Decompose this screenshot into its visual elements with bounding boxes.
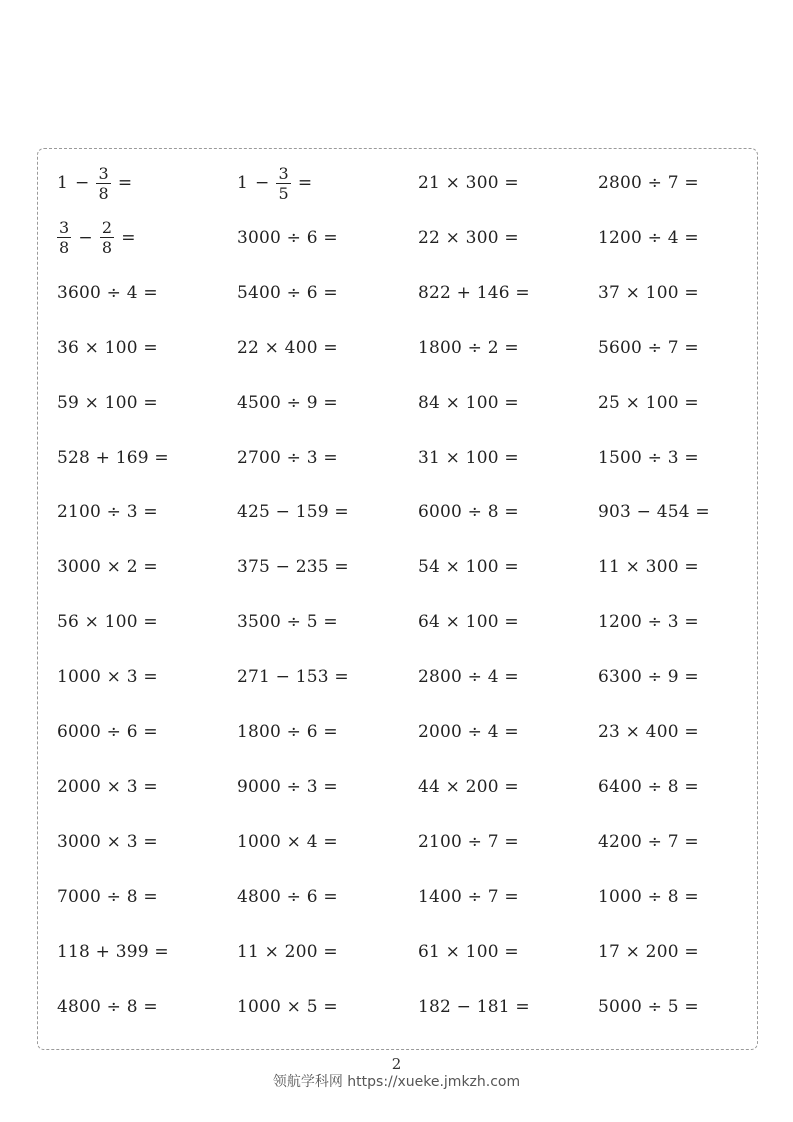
problem-row [38, 760, 757, 814]
problem-cell [237, 650, 349, 704]
problem-expression: 4200 ÷ 7 = [598, 831, 699, 852]
problem-equals: = [297, 173, 313, 193]
worksheet-box [37, 148, 758, 1050]
problem-cell [237, 431, 338, 485]
problem-expression: 2800 ÷ 7 = [598, 173, 699, 193]
problem-cell [598, 540, 699, 594]
problem-cell [418, 595, 519, 649]
problem-cell [237, 925, 338, 979]
problem-expression: 2800 ÷ 4 = [418, 667, 519, 688]
problem-cell [57, 815, 158, 869]
problem-equals: = [121, 227, 136, 248]
problem-expression: 4800 ÷ 6 = [237, 886, 338, 907]
fraction-numerator: 2 [101, 218, 113, 238]
problem-expression: 1000 × 3 = [57, 667, 158, 688]
problem-cell [598, 705, 699, 759]
problem-expression: 5400 ÷ 6 = [237, 282, 338, 303]
problem-cell [598, 980, 699, 1034]
problem-cell [57, 485, 158, 539]
problem-cell [418, 156, 519, 210]
problem-equals: = [117, 173, 133, 193]
problem-expression: 37 × 100 = [598, 282, 699, 303]
fraction [96, 165, 110, 202]
problem-expression: 1200 ÷ 4 = [598, 227, 699, 248]
problem-cell [418, 376, 519, 430]
problem-expression: 22 × 400 = [237, 337, 338, 358]
problem-cell [418, 266, 530, 320]
problem-cell [237, 376, 338, 430]
problem-expression: 6000 ÷ 6 = [57, 722, 158, 742]
problem-row [38, 980, 757, 1034]
problem-expression: 56 × 100 = [57, 612, 158, 633]
fraction [57, 219, 71, 256]
problem-expression: 31 × 100 = [418, 447, 519, 468]
problem-expression: 4800 ÷ 8 = [57, 996, 158, 1017]
problem-cell [57, 156, 139, 210]
problem-expression: 2000 ÷ 4 = [418, 722, 519, 742]
problem-cell [598, 376, 699, 430]
problem-cell [418, 705, 519, 759]
problem-expression: 11 × 200 = [237, 941, 338, 962]
problem-row [38, 815, 757, 869]
problem-cell [598, 321, 699, 375]
problem-expression: 1800 ÷ 6 = [237, 722, 338, 742]
problem-cell [418, 650, 519, 704]
problem-expression: 822 + 146 = [418, 282, 530, 303]
problem-cell [418, 485, 519, 539]
problem-expression: 61 × 100 = [418, 941, 519, 962]
problem-cell [57, 321, 158, 375]
fraction-numerator: 3 [278, 163, 289, 183]
problem-cell [418, 760, 519, 814]
problem-cell [237, 485, 349, 539]
problem-cell [237, 815, 338, 869]
problem-expression: 9000 ÷ 3 = [237, 776, 338, 797]
problem-cell [598, 485, 710, 539]
problem-row [38, 595, 757, 649]
problem-cell [237, 980, 338, 1034]
problem-row [38, 705, 757, 759]
problem-expression: 2700 ÷ 3 = [237, 447, 338, 468]
problem-cell [57, 870, 158, 924]
problem-cell [598, 595, 699, 649]
problem-cell [598, 650, 699, 704]
problem-operator: − [78, 227, 93, 248]
problem-row [38, 925, 757, 979]
problem-cell [57, 211, 143, 265]
problem-cell [598, 815, 699, 869]
problem-expression: 2100 ÷ 3 = [57, 502, 158, 523]
problem-expression: 54 × 100 = [418, 557, 519, 578]
problem-cell [418, 925, 519, 979]
problem-row [38, 376, 757, 430]
problem-expression: 1000 × 4 = [237, 831, 338, 852]
problem-expression: 5600 ÷ 7 = [598, 337, 699, 358]
problem-row [38, 540, 757, 594]
problem-expression: 11 × 300 = [598, 557, 699, 578]
problem-expression: 5000 ÷ 5 = [598, 996, 699, 1017]
problem-cell [57, 595, 158, 649]
footer-source-text: 领航学科网 https://xueke.jmkzh.com [272, 1074, 521, 1090]
problem-expression: 3500 ÷ 5 = [237, 612, 338, 633]
problem-expression: 2000 × 3 = [57, 776, 158, 797]
problem-expression: 3600 ÷ 4 = [57, 282, 158, 303]
problem-cell [598, 925, 699, 979]
problem-cell [598, 266, 699, 320]
problem-cell [237, 156, 319, 210]
page-number: 2 [391, 1055, 402, 1073]
fraction [276, 165, 290, 202]
problem-row [38, 211, 757, 265]
problem-expression: 23 × 400 = [598, 722, 699, 742]
problem-row [38, 266, 757, 320]
problem-cell [237, 266, 338, 320]
problem-cell [57, 266, 158, 320]
problem-expression: 3000 × 3 = [57, 831, 158, 852]
problem-cell [237, 705, 338, 759]
fraction-denominator: 8 [98, 183, 109, 203]
problem-cell [598, 870, 699, 924]
fraction-numerator: 3 [59, 218, 70, 238]
problem-cell [237, 211, 338, 265]
problem-cell [57, 650, 158, 704]
problem-expression: 528 + 169 = [57, 447, 169, 468]
fraction [100, 219, 114, 256]
problem-expression: 1400 ÷ 7 = [418, 886, 519, 907]
problem-cell [418, 321, 519, 375]
problem-expression: 6000 ÷ 8 = [418, 502, 519, 523]
problem-expression: 3000 × 2 = [57, 557, 158, 578]
problem-cell [598, 760, 699, 814]
problem-expression: 375 − 235 = [237, 557, 349, 578]
problem-cell [237, 760, 338, 814]
problem-expression: 36 × 100 = [57, 337, 158, 358]
problem-expression: 25 × 100 = [598, 392, 699, 413]
problem-row [38, 485, 757, 539]
problem-expression: 64 × 100 = [418, 612, 519, 633]
problem-cell [418, 980, 530, 1034]
problem-expression: 21 × 300 = [418, 173, 519, 193]
problem-row [38, 650, 757, 704]
problem-expression: 7000 ÷ 8 = [57, 886, 158, 907]
problem-expression: 425 − 159 = [237, 502, 349, 523]
problem-expression: 1800 ÷ 2 = [418, 337, 519, 358]
problem-expression: 4500 ÷ 9 = [237, 392, 338, 413]
problem-row [38, 156, 757, 210]
problem-cell [598, 431, 699, 485]
problem-row [38, 870, 757, 924]
problem-cell [237, 870, 338, 924]
fraction-denominator: 8 [59, 238, 70, 258]
problem-expression: 22 × 300 = [418, 227, 519, 248]
problem-operand: 1 [57, 173, 69, 193]
problem-operand: 1 [237, 173, 249, 193]
problem-expression: 903 − 454 = [598, 502, 710, 523]
fraction-denominator: 5 [278, 183, 289, 203]
problem-cell [57, 980, 158, 1034]
problem-cell [418, 540, 519, 594]
problem-expression: 1500 ÷ 3 = [598, 447, 699, 468]
problem-cell [57, 925, 169, 979]
problem-cell [237, 321, 338, 375]
problem-cell [237, 540, 349, 594]
problem-expression: 84 × 100 = [418, 392, 519, 413]
problem-cell [598, 156, 699, 210]
problem-cell [57, 705, 158, 759]
problem-expression: 1000 ÷ 8 = [598, 886, 699, 907]
problem-expression: 2100 ÷ 7 = [418, 831, 519, 852]
problem-expression: 118 + 399 = [57, 941, 169, 962]
problem-cell [57, 431, 169, 485]
problem-cell [598, 211, 699, 265]
problem-expression: 3000 ÷ 6 = [237, 227, 338, 248]
problem-row [38, 321, 757, 375]
fraction-numerator: 3 [98, 163, 109, 183]
problem-cell [57, 376, 158, 430]
problem-row [38, 431, 757, 485]
problem-cell [57, 540, 158, 594]
problem-cell [418, 211, 519, 265]
problem-expression: 44 × 200 = [418, 776, 519, 797]
problem-cell [418, 870, 519, 924]
problem-expression: 1000 × 5 = [237, 996, 338, 1017]
problem-expression: 17 × 200 = [598, 941, 699, 962]
problem-cell [57, 760, 158, 814]
problem-expression: 182 − 181 = [418, 996, 530, 1017]
problem-expression: 59 × 100 = [57, 392, 158, 413]
problem-operator: − [255, 173, 270, 193]
problem-expression: 271 − 153 = [237, 667, 349, 688]
fraction-denominator: 8 [101, 238, 113, 258]
problem-expression: 1200 ÷ 3 = [598, 612, 699, 633]
problem-expression: 6300 ÷ 9 = [598, 667, 699, 688]
problem-expression: 6400 ÷ 8 = [598, 776, 699, 797]
problem-cell [418, 815, 519, 869]
problem-cell [418, 431, 519, 485]
problem-operator: − [75, 173, 90, 193]
problem-cell [237, 595, 338, 649]
